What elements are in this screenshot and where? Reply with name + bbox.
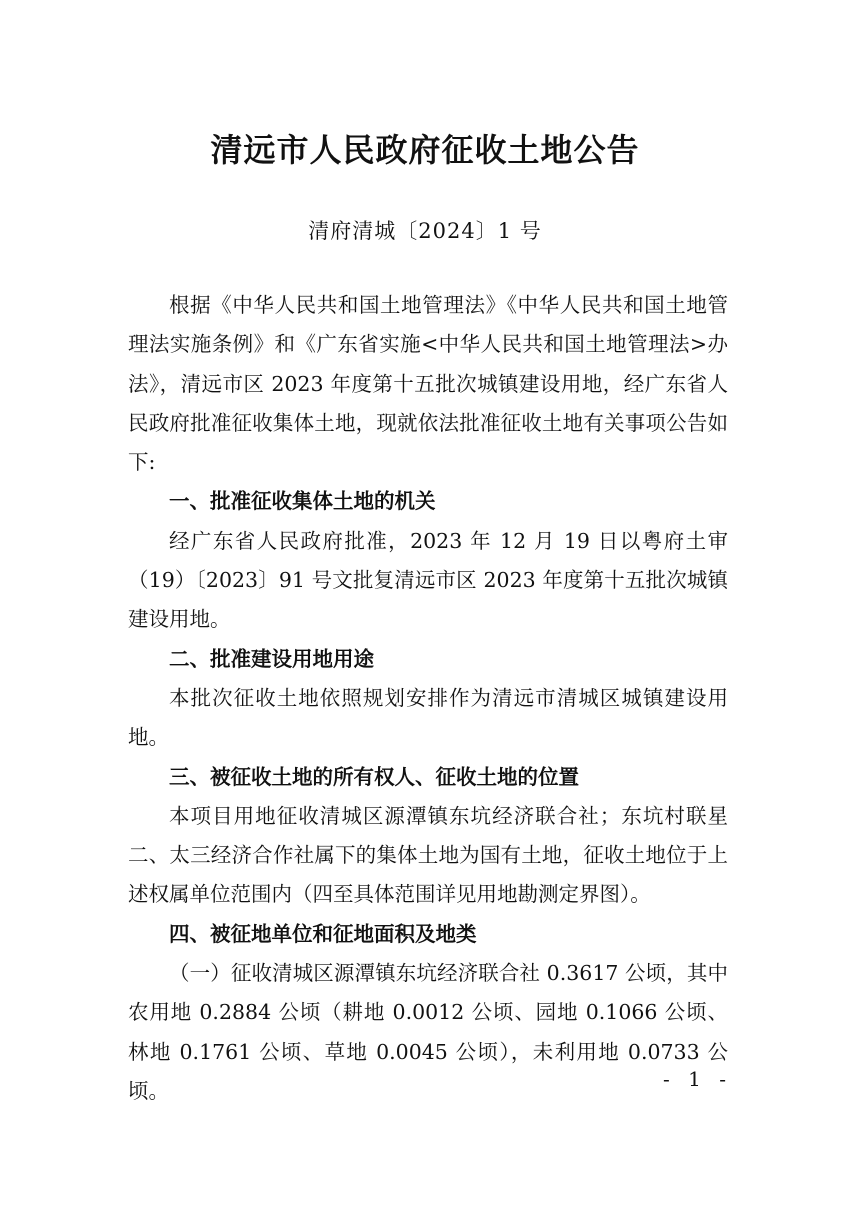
section-3-paragraph: 本项目用地征收清城区源潭镇东坑经济联合社；东坑村联星二、太三经济合作社属下的集体土地为国有土地，征收土地位于上述权属单位范围内（四至具体范围详见用地勘测定界图）。: [128, 803, 728, 907]
document-title: 清远市人民政府征收土地公告: [210, 131, 640, 169]
section-heading-3: 三、被征收土地的所有权人、征收土地的位置: [169, 764, 579, 789]
document-number: 清府清城〔2024〕1 号: [308, 219, 542, 243]
section-heading-2: 二、批准建设用地用途: [169, 646, 374, 671]
section-heading-1: 一、批准征收集体土地的机关: [169, 489, 436, 514]
page-number: - 1 -: [663, 1067, 732, 1091]
document-body: [128, 286, 728, 1111]
intro-paragraph: 根据《中华人民共和国土地管理法》《中华人民共和国土地管理法实施条例》和《广东省实施<中华人民共和国土地管理法>办法》，清远市区 2023 年度第十五批次城镇建设用地，经广东省人民政府批准征收集体土地，现就依法批准征收土地有关事项公告如下:: [128, 293, 728, 475]
section-1-paragraph: 经广东省人民政府批准，2023 年 12 月 19 日以粤府土审（19）〔2023〕91 号文批复清远市区 2023 年度第十五批次城镇建设用地。: [128, 528, 728, 632]
section-4-paragraph: （一）征收清城区源潭镇东坑经济联合社 0.3617 公顷，其中农用地 0.2884 公顷（耕地 0.0012 公顷、园地 0.1066 公顷、林地 0.1761 公顷、草地 0.0045 公顷），未利用地 0.0733 公顷。: [128, 961, 728, 1103]
section-2-paragraph: 本批次征收土地依照规划安排作为清远市清城区城镇建设用地。: [128, 685, 728, 750]
section-heading-4: 四、被征地单位和征地面积及地类: [169, 921, 477, 946]
